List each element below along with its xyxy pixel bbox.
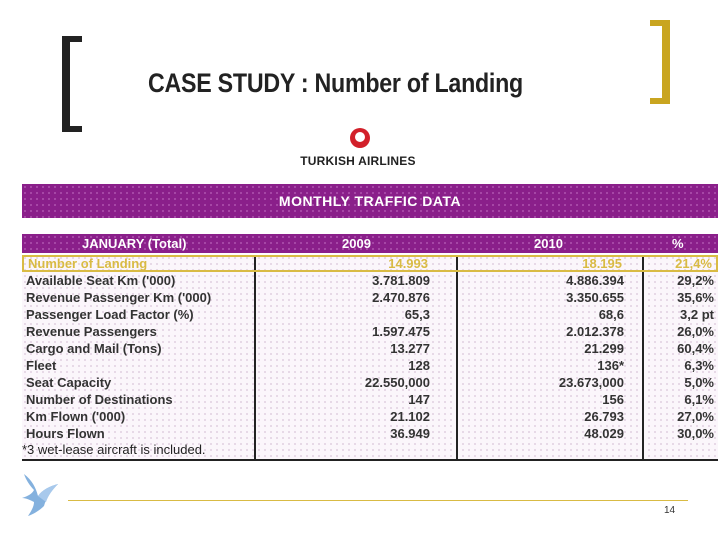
header-pct: %	[672, 236, 684, 251]
row-value-2010: 21.299	[584, 341, 624, 356]
table-row	[22, 425, 718, 442]
row-value-2009: 3.781.809	[372, 273, 430, 288]
row-value-2010: 23.673,000	[558, 375, 624, 390]
table-row	[22, 357, 718, 374]
row-value-2009: 65,3	[404, 307, 430, 322]
table-footnote: *3 wet-lease aircraft is included.	[22, 442, 206, 457]
row-value-2010: 68,6	[598, 307, 624, 322]
row-value-2010: 4.886.394	[566, 273, 624, 288]
row-value-2009: 1.597.475	[372, 324, 430, 339]
table-row	[22, 323, 718, 340]
row-value-pct: 6,3%	[684, 358, 714, 373]
row-value-pct: 26,0%	[677, 324, 714, 339]
header-2009: 2009	[342, 236, 371, 251]
row-value-pct: 60,4%	[677, 341, 714, 356]
row-label: Km Flown ('000)	[26, 409, 126, 424]
left-bracket-decoration	[62, 36, 82, 132]
row-value-pct: 29,2%	[677, 273, 714, 288]
row-value-2010: 136*	[597, 358, 624, 373]
row-label: Available Seat Km ('000)	[26, 273, 176, 288]
table-row	[22, 391, 718, 408]
row-label: Revenue Passengers	[26, 324, 157, 339]
row-value-pct: 5,0%	[684, 375, 714, 390]
row-value-2010: 2.012.378	[566, 324, 624, 339]
banner-title: MONTHLY TRAFFIC DATA	[278, 193, 462, 209]
slide-title: CASE STUDY : Number of Landing	[148, 68, 523, 98]
row-value-2009: 36.949	[390, 426, 430, 441]
row-label: Number of Destinations	[26, 392, 173, 407]
row-value-2009: 147	[408, 392, 430, 407]
footer-divider	[68, 500, 688, 501]
header-2010: 2010	[534, 236, 563, 251]
row-value-2009: 128	[408, 358, 430, 373]
row-label: Seat Capacity	[26, 375, 112, 390]
row-value-2009: 2.470.876	[372, 290, 430, 305]
brand-name: TURKISH AIRLINES	[300, 154, 416, 168]
page-number: 14	[664, 505, 676, 516]
row-value-2009: 13.277	[390, 341, 430, 356]
row-value-pct: 35,6%	[677, 290, 714, 305]
table-row	[22, 374, 718, 391]
row-label: Revenue Passenger Km ('000)	[26, 290, 212, 305]
row-value-pct: 21,4%	[675, 256, 712, 271]
row-label: Fleet	[26, 358, 57, 373]
row-value-pct: 27,0%	[677, 409, 714, 424]
row-value-2009: 14.993	[388, 256, 428, 271]
row-value-2010: 156	[602, 392, 624, 407]
table-row	[22, 306, 718, 323]
row-value-2009: 22.550,000	[364, 375, 430, 390]
table-header-row	[22, 234, 718, 253]
row-label: Passenger Load Factor (%)	[26, 307, 194, 322]
row-value-2009: 21.102	[390, 409, 430, 424]
row-value-2010: 3.350.655	[566, 290, 624, 305]
table-row	[22, 272, 718, 289]
airline-emblem-icon	[350, 128, 370, 148]
monthly-traffic-banner	[22, 184, 718, 218]
right-bracket-decoration	[650, 20, 670, 104]
table-row	[22, 408, 718, 425]
row-value-pct: 6,1%	[684, 392, 714, 407]
table-row-highlighted	[22, 255, 718, 272]
traffic-data-table	[22, 234, 718, 461]
turkish-airlines-logo	[288, 128, 428, 172]
table-row	[22, 289, 718, 306]
row-value-pct: 3,2 pt	[680, 307, 714, 322]
dove-icon	[18, 468, 62, 518]
header-label: JANUARY (Total)	[82, 236, 187, 251]
table-row	[22, 340, 718, 357]
row-value-2010: 48.029	[584, 426, 624, 441]
row-value-2010: 26.793	[584, 409, 624, 424]
row-value-pct: 30,0%	[677, 426, 714, 441]
row-label: Cargo and Mail (Tons)	[26, 341, 162, 356]
row-value-2010: 18.195	[582, 256, 622, 271]
table-body	[22, 255, 718, 461]
row-label: Number of Landing	[28, 256, 148, 271]
row-label: Hours Flown	[26, 426, 105, 441]
